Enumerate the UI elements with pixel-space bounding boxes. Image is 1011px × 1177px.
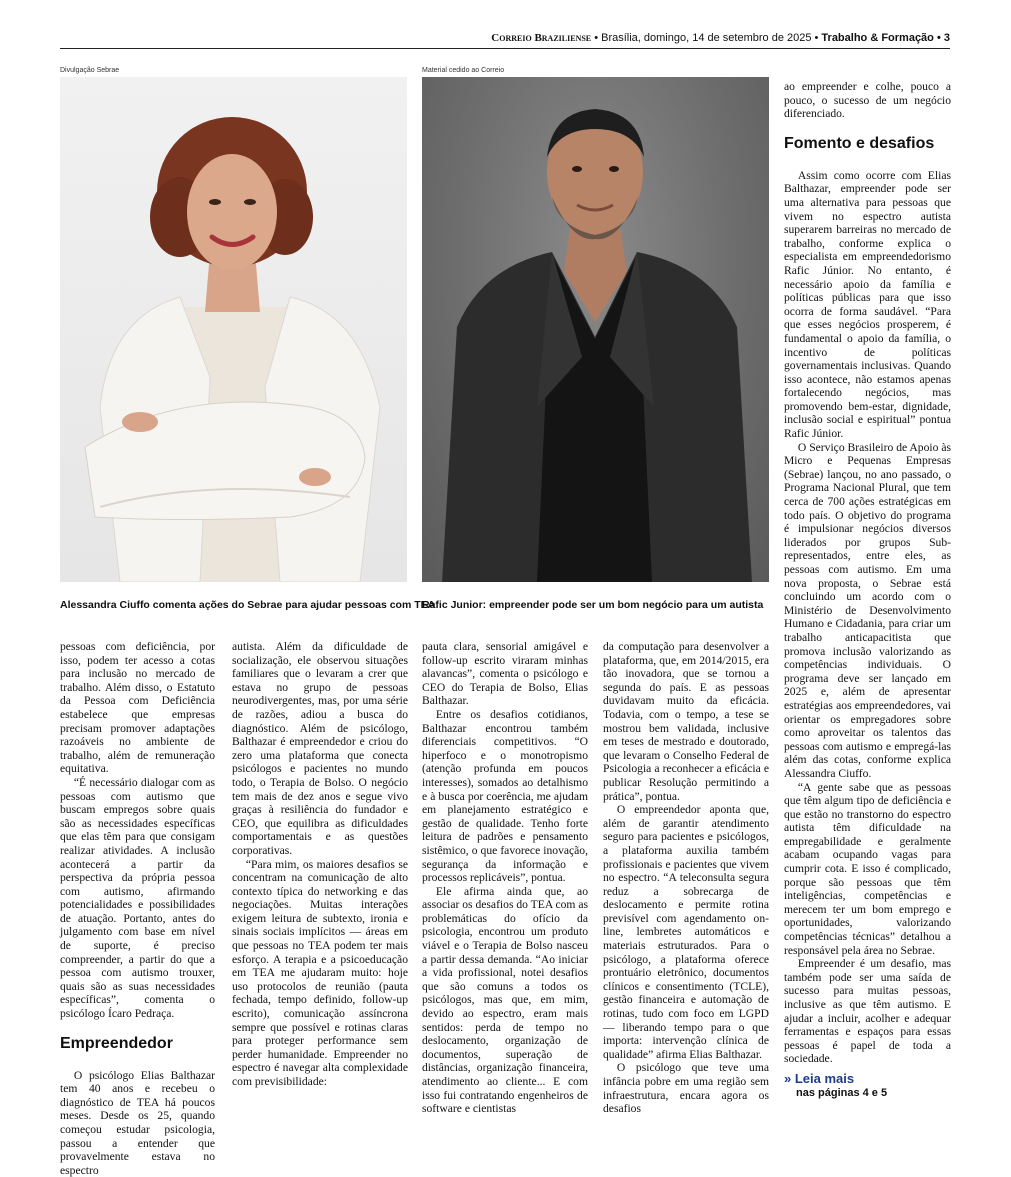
- paragraph: Assim como ocorre com Elias Balthazar, empreender pode ser uma alternativa para pessoas que vivem no espectro autista superarem barreiras no mercado de trabalho, conforme explica o especialista em empreendedorismo Rafic Júnior. No entanto, é necessário apoio da família e políticas públicas para que isso ocorra de forma saudável. “Para que esses negócios prosperem, é fundamental o apoio da família, o incentivo de políticas governamentais inclusivas. Quando isso acontece, não estamos apenas fortalecendo negócios, mas promovendo bem-estar, dignidade, inclusão social e espiritual” pontua Rafic Júnior.: [784, 168, 951, 441]
- paragraph: autista. Além da dificuldade de socialização, ele observou situações familiares que o levaram a crer que estava no grupo de pessoas neurodivergentes, mas, por uma série de razões, adiou a busca do diagnóstico. Além de psicólogo, Balthazar é empreendedor e criou do zero uma plataforma que conecta psicólogos e pacientes no mundo todo, o Terapia de Bolso. O negócio tem mais de dez anos e segue vivo graças à resiliência do fundador e CEO, que equilibra as dificuldades comportamentais e as questões corporativas.: [232, 640, 408, 857]
- photo-man: [422, 77, 769, 582]
- paragraph: O empreendedor aponta que, além de garantir atendimento seguro para pacientes e psicólogos, a plataforma auxilia também profissionais e pacientes que vivem no espectro. “A teleconsulta segura reduz a sobrecarga de deslocamento e permite rotina previsível com agendamento on-line, lembretes automáticos e materiais estruturados. Para o psicólogo, a plataforma oferece prontuário eletrônico, documentos clínicos e consentimento (TCLE), gestão financeira e automação de rotinas, tudo com foco em LGPD — liberando tempo para o que importa: intervenção clínica de qualidade” afirma Elias Balthazar.: [603, 803, 769, 1061]
- paragraph: “Para mim, os maiores desafios se concentram na comunicação de alto contexto típica do networking e das negociações. Muitas interações exigem leitura de subtexto, ironia e sinais sociais implícitos — áreas em que pessoas no TEA podem ter mais esforço. A terapia e a psicoeducação em TEA me ajudaram muito: hoje uso protocolos de reunião (pauta fechada, tempo definido, follow-up escrito), comunicação assíncrona sempre que possível e rotinas claras para proteger performance sem perder humanidade. Empreender no espectro é navegar alta complexidade com previsibilidade:: [232, 857, 408, 1088]
- paragraph: Empreender é um desafio, mas também pode ser uma saída de sucesso para muitas pessoas, inclusive as que têm autismo. E ajudar a incluir, acolher e adequar ferramentas e espaços para essas pessoas é papel de toda a sociedade.: [784, 957, 951, 1066]
- portrait-man-illustration: [422, 77, 769, 582]
- paragraph: “A gente sabe que as pessoas que têm algum tipo de deficiência e que estão no transtorno do espectro autista têm dificuldade na empregabilidade e geralmente acabam ocupando vagas para cumprir cota. E isso é complicado, porque são pessoas que têm inteligências, competências e merecem ter um bom emprego e oportunidades, valorizando competências técnicas” detalhou a responsável pela área no Sebrae.: [784, 780, 951, 957]
- article-column-1: [60, 640, 215, 1177]
- paragraph: Entre os desafios cotidianos, Balthazar encontrou também diferenciais competitivos. “O hiperfoco e o monotropismo (atenção profunda em poucos interesses), somados ao detalhismo e à busca por coerência, me ajudam em planejamento estratégico e gestão de qualidade. Tenho forte leitura de padrões e pensamento sistêmico, o que favorece inovação, segurança da informação e processos replicáveis”, pontua.: [422, 707, 588, 885]
- paragraph: O Serviço Brasileiro de Apoio às Micro e Pequenas Empresas (Sebrae) lançou, no ano passado, o Programa Nacional Plural, que tem cerca de 700 ações estratégicas em todo país. O objetivo do programa é impulsionar negócios diversos liderados por grupos Sub-representados, entre eles, as pessoas com autismo. Em uma nova proposta, o Sebrae está concluindo um acordo com o Ministério de Desenvolvimento Humano e Cidadania, para criar um trabalho anticapacitista que promova inclusão valorizando as competências individuais. O programa deve ser lançado em 2025 e, além de apresentar estratégias aos empreendedores, vai orientar os empregadores sobre como aproveitar os talentos das pessoas com autismo e empregá-las além das cotas, conforme explica Alessandra Ciuffo.: [784, 440, 951, 780]
- photo-caption: Alessandra Ciuffo comenta ações do Sebrae para ajudar pessoas com TEA: [60, 599, 436, 611]
- read-more-pages: nas páginas 4 e 5: [796, 1086, 888, 1099]
- photo-credit: Divulgação Sebrae: [60, 67, 120, 74]
- subheading: Empreendedor: [60, 1034, 173, 1052]
- article-column-4: [603, 640, 769, 1116]
- portrait-woman-illustration: [60, 77, 407, 582]
- subheading: Fomento e desafios: [784, 134, 935, 152]
- paragraph: O psicólogo Elias Balthazar tem 40 anos e recebeu o diagnóstico de TEA há poucos meses. Desde os 25, quando começou estudar psicologia, passou a entender que provavelmente estava no espectro: [60, 1068, 215, 1177]
- dateline: • Brasília, domingo, 14 de setembro de 2025 •: [591, 32, 822, 44]
- paragraph: pessoas com deficiência, por isso, podem ter acesso a cotas para inclusão no mercado de trabalho. Além disso, o Estatuto da Pessoa com Deficiência estabelece que empresas precisam promover adaptações razoáveis no ambiente de trabalho, além de remuneração equitativa.: [60, 640, 215, 776]
- paragraph: ao empreender e colhe, pouco a pouco, o sucesso de um negócio diferenciado.: [784, 80, 951, 121]
- article-column-3: [422, 640, 588, 1116]
- paragraph: “É necessário dialogar com as pessoas com autismo que buscam empregos sobre quais são as necessidades específicas que elas têm para que consigam realizar atividades. A inclusão acontecerá a partir da perspectiva da própria pessoa com autismo, afirmando potencialidades e possibilidades de atuação. Portanto, antes do julgamento com base em nível de suporte, é preciso compreender, a partir do que a pessoa com autismo trouxer, quais são as suas necessidades específicas”, comenta o psicólogo Ícaro Pedraça.: [60, 775, 215, 1021]
- photo-woman: [60, 77, 407, 582]
- page-number: • 3: [933, 32, 950, 44]
- photo-credit: Material cedido ao Correio: [422, 67, 505, 74]
- paragraph: pauta clara, sensorial amigável e follow-up escrito viraram minhas alavancas”, comenta o psicólogo e CEO do Terapia de Bolso, Elias Balthazar.: [422, 640, 588, 708]
- read-more-label: » Leia mais: [784, 1070, 855, 1086]
- read-more-link[interactable]: [784, 1072, 951, 1100]
- newspaper-brand: Correio Braziliense: [491, 32, 592, 44]
- paragraph: Ele afirma ainda que, ao associar os desafios do TEA com as problemáticas do ofício da psicologia, encontrou um produto viável e o Terapia de Bolso nasceu a partir dessa demanda. “Ao iniciar a vida profissional, notei desafios que são comuns a todos os psicólogos, mas que, em mim, devido ao espectro, eram mais sentidos: perda de tempo no deslocamento, organização de documentos, superação de distâncias, organização financeira, atendimento ao cliente... E com isso fui contratando engenheiros de software e cientistas: [422, 884, 588, 1116]
- section-name: Trabalho & Formação: [821, 32, 934, 44]
- page-header: [60, 32, 950, 49]
- paragraph: da computação para desenvolver a plataforma, que, em 2014/2015, era tão inovadora, que se tornou a segunda do país. E as pessoas duvidavam muito da eficácia. Todavia, com o tempo, a tese se mostrou bem validada, inclusive em teses de mestrado e doutorado, que levaram o Conselho Federal de Psicologia a reconhecer a eficácia e publicar Resolução permitindo a prática”, pontua.: [603, 640, 769, 803]
- photo-caption: Rafic Junior: empreender pode ser um bom negócio para um autista: [422, 599, 764, 611]
- article-column-2: [232, 640, 408, 1089]
- article-column-5: [784, 80, 951, 1100]
- paragraph: O psicólogo que teve uma infância pobre em uma região sem infraestrutura, encara agora os desafios: [603, 1061, 769, 1116]
